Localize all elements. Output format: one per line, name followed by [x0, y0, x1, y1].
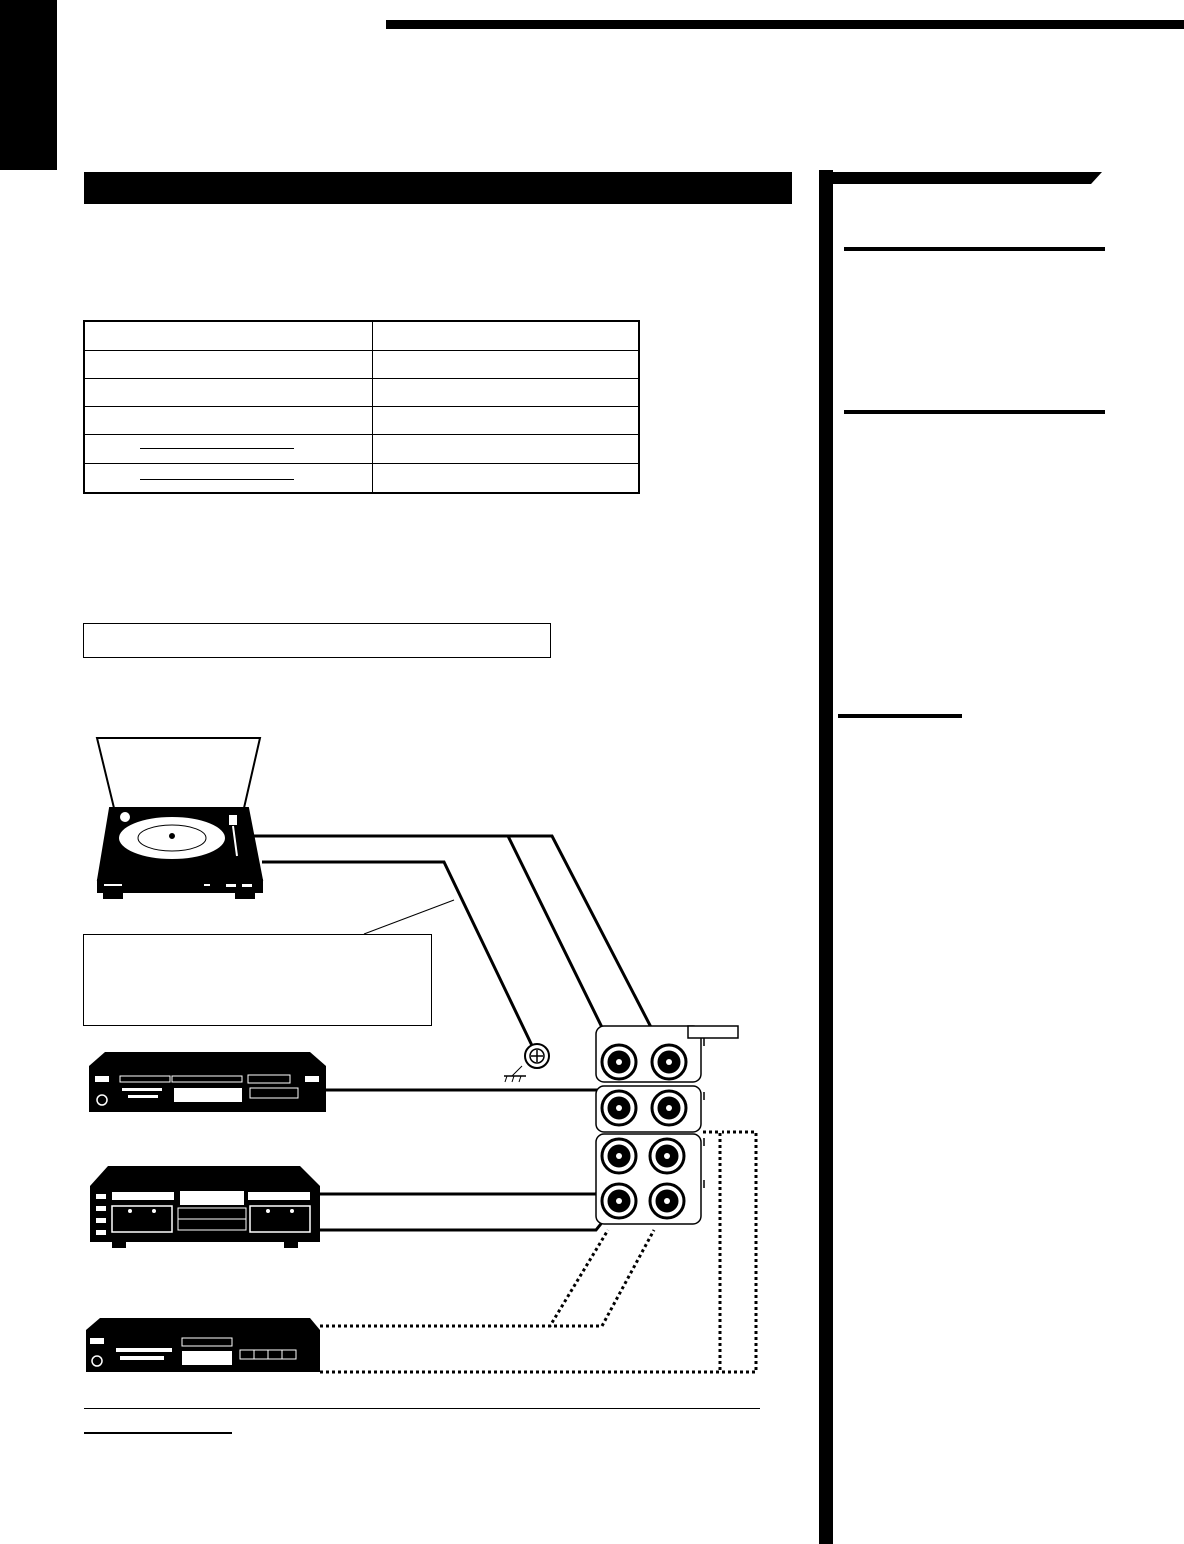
rca-jack-phono-l: [602, 1045, 636, 1079]
ground-terminal-icon: [504, 1044, 549, 1082]
rca-jack-tape-in-r: [650, 1139, 684, 1173]
tape-cable-top: [318, 1156, 620, 1194]
rca-jack-cd-r: [652, 1091, 686, 1125]
rca-jack-tape-out-r: [650, 1184, 684, 1218]
cassette-deck-icon: [90, 1166, 320, 1248]
phono-cable-left: [246, 836, 619, 1062]
rca-jack-cd-l: [602, 1091, 636, 1125]
rca-jack-tape-out-l: [602, 1184, 636, 1218]
tape-cable-bottom: [318, 1200, 620, 1230]
callout-leader: [364, 900, 454, 934]
tuner-icon: [86, 1318, 320, 1372]
rca-jack-phono-r: [652, 1045, 686, 1079]
turntable-icon: [97, 738, 262, 898]
rca-jack-tape-in-l: [602, 1139, 636, 1173]
ground-cable: [262, 862, 537, 1056]
cd-player-icon: [89, 1052, 326, 1112]
